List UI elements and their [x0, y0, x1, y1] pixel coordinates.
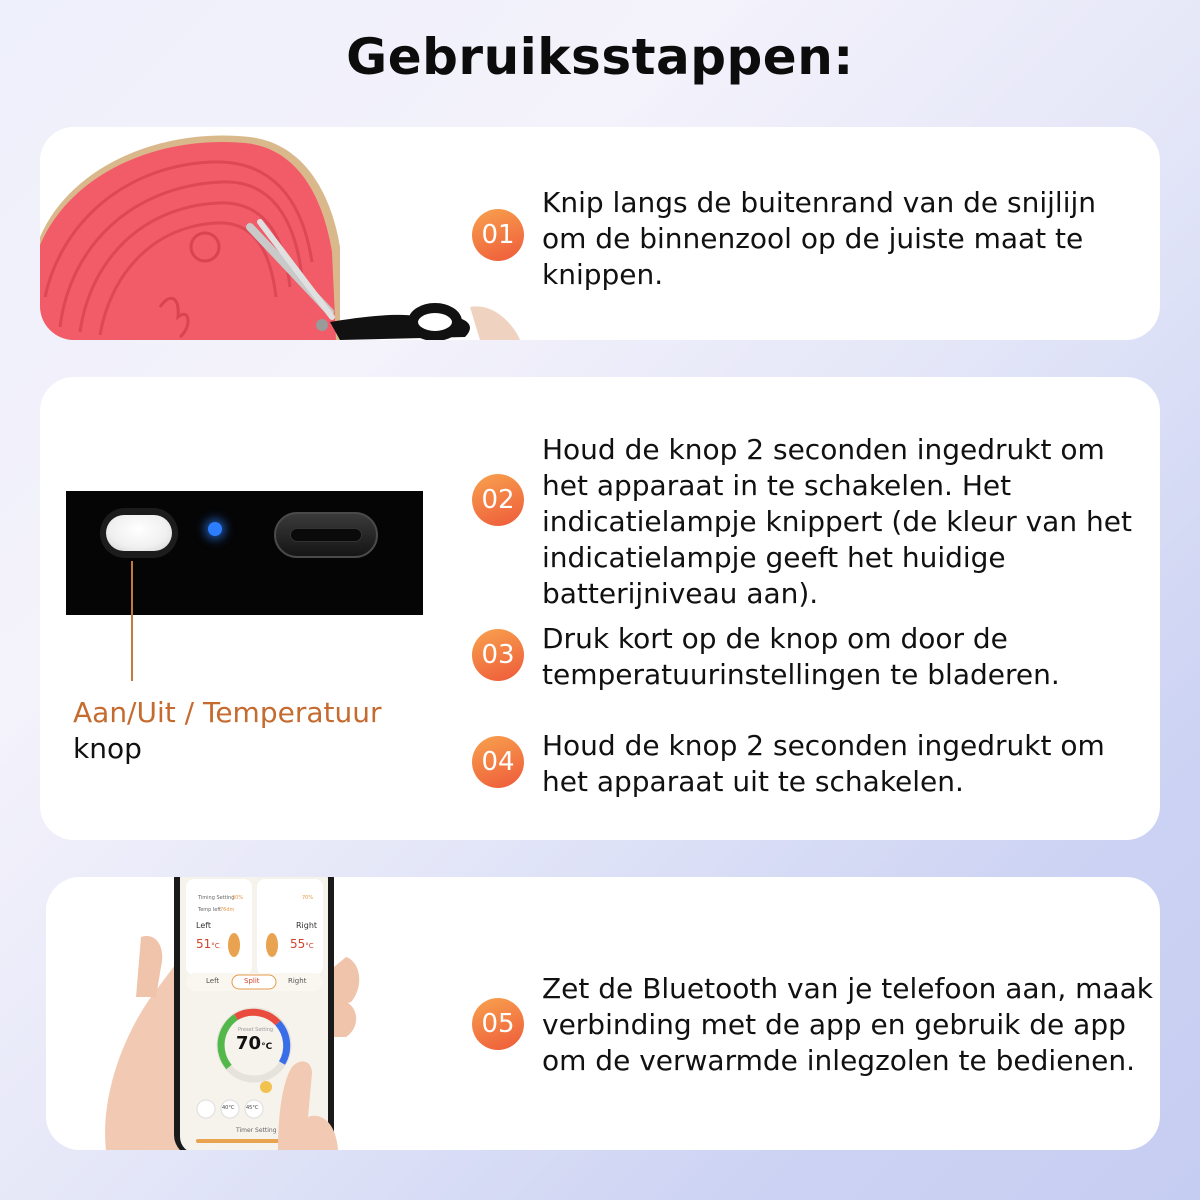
usb-c-port-icon: [274, 512, 378, 558]
page-title: Gebruiksstappen:: [346, 28, 854, 86]
app-preset-2[interactable]: 45°C: [246, 1105, 259, 1111]
button-callout-label: [73, 695, 381, 767]
step-text: Knip langs de buitenrand van de snijlijn om de binnenzool op de juiste maat te knippen.: [542, 186, 1096, 291]
step-5: [472, 971, 1160, 1079]
step-text: Druk kort op de knop om door de temperatuurinstellingen te bladeren.: [542, 622, 1060, 691]
app-left-temp: 51°C: [196, 937, 220, 951]
step-text: Zet de Bluetooth van je telefoon aan, maak verbinding met de app en gebruik de app om de verwarmde inlegzolen te bedienen.: [542, 972, 1153, 1077]
step-number-badge: 04: [472, 736, 524, 788]
app-dial-value: 70°C: [236, 1033, 273, 1054]
step-text: Houd de knop 2 seconden ingedrukt om het apparaat uit te schakelen.: [542, 729, 1105, 798]
app-left-label: Left: [196, 921, 212, 930]
app-right-temp: 55°C: [290, 937, 314, 951]
step-card-3: [46, 877, 1160, 1150]
button-callout-accent: Aan/Uit / Temperatuur: [73, 696, 382, 729]
app-tab-split[interactable]: Split: [244, 977, 260, 985]
phone-illustration: [46, 877, 446, 1150]
app-preset-1[interactable]: 40°C: [222, 1105, 235, 1111]
step-number-badge: 05: [472, 998, 524, 1050]
app-timing-setting: Timing Setting: [198, 895, 235, 901]
step-3: [472, 621, 1152, 693]
app-temp-left: Temp left: [198, 907, 222, 913]
app-right-label: Right: [296, 921, 318, 930]
step-number-badge: 01: [472, 209, 524, 261]
step-card-2: [40, 377, 1160, 840]
step-number-badge: 02: [472, 474, 524, 526]
insole-illustration: [40, 127, 520, 340]
callout-line: [131, 561, 133, 681]
app-dial-caption: Preset Setting: [238, 1027, 274, 1033]
device-control-panel: [66, 491, 423, 615]
app-tab-left[interactable]: Left: [206, 977, 220, 985]
app-timing-right: 70%: [302, 895, 314, 901]
app-temp-left-value: 76dm: [220, 907, 235, 913]
step-text: Houd de knop 2 seconden ingedrukt om het apparaat in te schakelen. Het indicatielampje knippert (de kleur van het indicatielampje geeft het huidige batterijniveau aan).: [542, 433, 1132, 610]
app-tab-right[interactable]: Right: [288, 977, 307, 985]
step-number-badge: 03: [472, 629, 524, 681]
button-callout-plain: knop: [73, 732, 142, 765]
app-timing-left: 30%: [232, 895, 244, 901]
power-button-icon: [100, 508, 178, 558]
step-1: [472, 185, 1152, 293]
led-indicator-icon: [208, 522, 222, 536]
step-card-1: [40, 127, 1160, 340]
step-2: [472, 432, 1152, 612]
step-4: [472, 728, 1152, 800]
app-timer-label: Timer Setting: [236, 1127, 277, 1134]
